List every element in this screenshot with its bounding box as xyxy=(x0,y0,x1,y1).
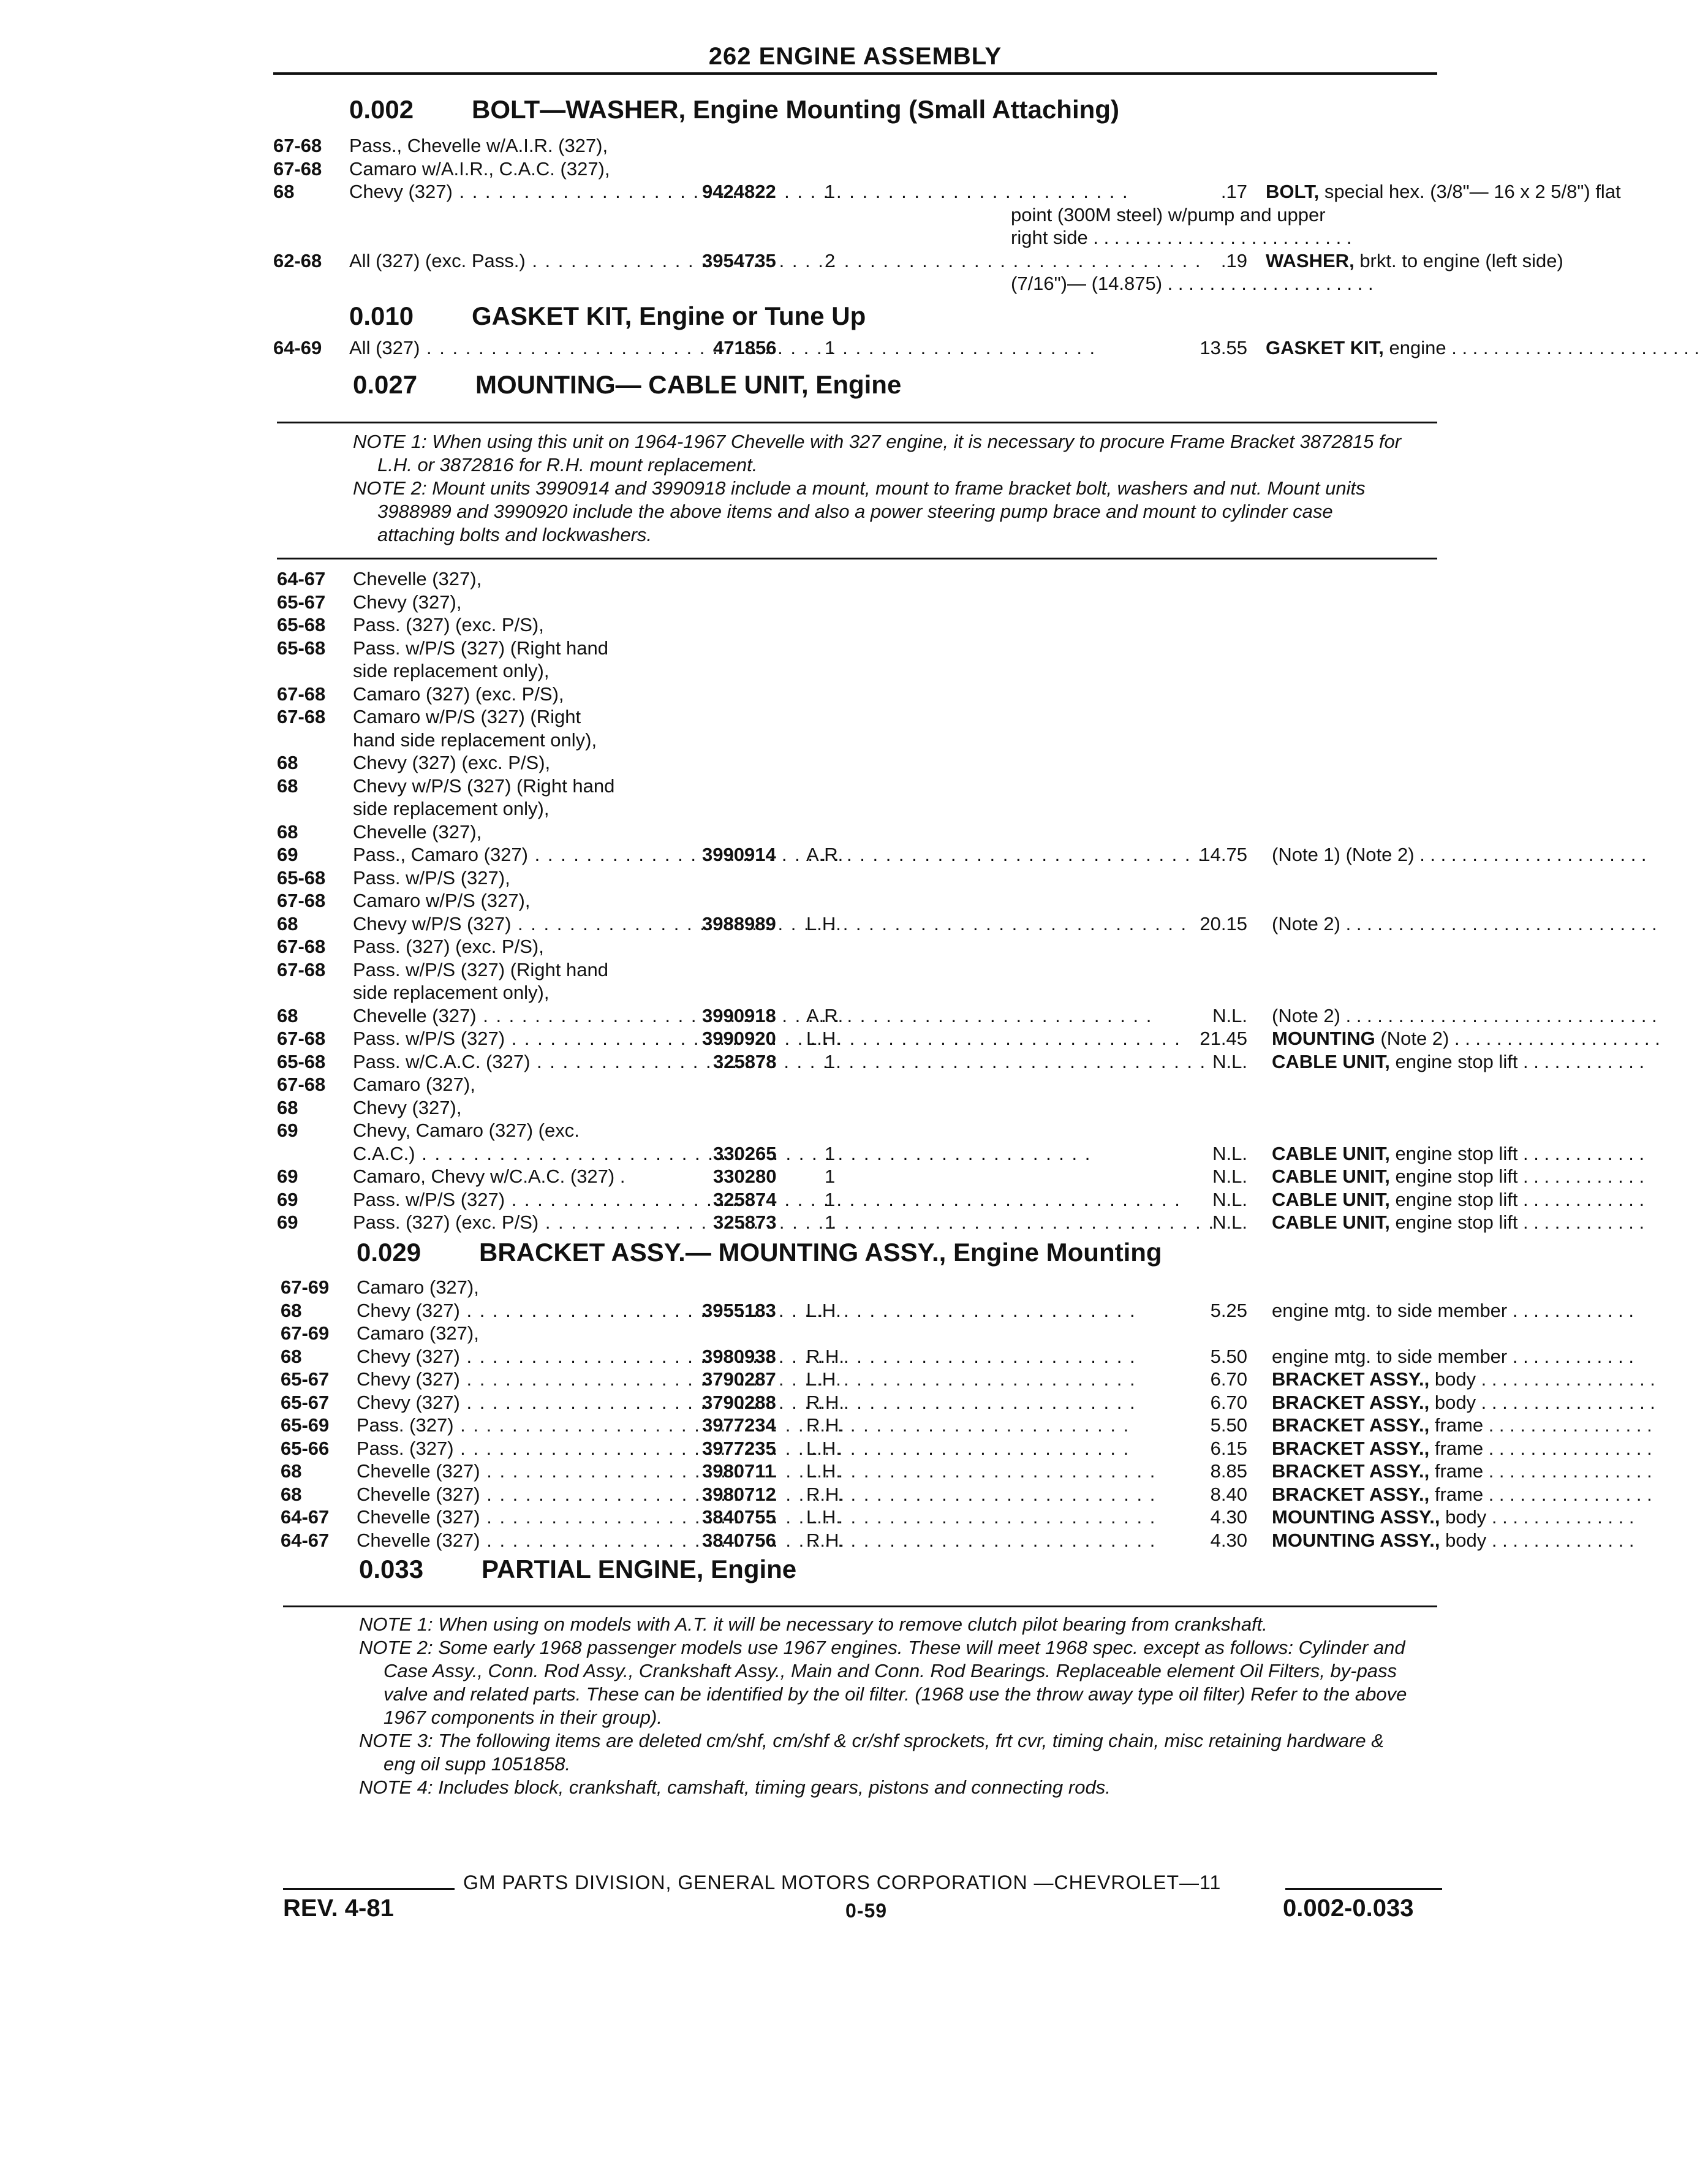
price: N.L. xyxy=(1212,1188,1247,1210)
footer-page: 0-59 xyxy=(845,1900,888,1922)
application-desc: Pass. w/P/S (327) (Right hand xyxy=(353,958,608,980)
part-name-desc: frame . . . . . . . . . . . . . . . . xyxy=(1434,1437,1652,1459)
part-name-bold: BRACKET ASSY., xyxy=(1272,1483,1430,1505)
footer-rule-right xyxy=(1285,1888,1442,1890)
application-desc: Camaro (327), xyxy=(357,1276,479,1298)
price: N.L. xyxy=(1212,1166,1247,1187)
part-row xyxy=(277,1004,1657,1028)
quantity: 1 xyxy=(825,337,836,358)
quantity: L.H. xyxy=(806,1460,841,1482)
part-name-bold: CABLE UNIT, xyxy=(1272,1188,1390,1210)
part-row xyxy=(281,1345,1634,1369)
quantity: R.H. xyxy=(806,1483,844,1505)
part-name-bold: BOLT, xyxy=(1266,181,1320,202)
part-name xyxy=(1272,1392,1708,1414)
model-year: 65-67 xyxy=(281,1391,330,1413)
part-row xyxy=(277,821,1437,844)
application-desc: Pass. w/P/S (327) . . . xyxy=(353,1189,696,1211)
application-desc: Chevelle (327), xyxy=(353,568,482,589)
part-number: 3954735 xyxy=(702,249,776,271)
part-name xyxy=(1272,1028,1708,1050)
application-desc: C.A.C.) . . . xyxy=(353,1143,696,1165)
part-name-desc: engine mtg. to side member . . . . . . . . . . . . xyxy=(1272,1345,1634,1367)
part-name xyxy=(1272,1414,1708,1436)
part-name-bold: CABLE UNIT, xyxy=(1272,1211,1390,1233)
price: N.L. xyxy=(1212,1004,1247,1026)
section-title: BRACKET ASSY.— MOUNTING ASSY., Engine Mounting xyxy=(479,1238,1162,1267)
part-name-desc: engine mtg. to side member . . . . . . . . . . . . xyxy=(1272,1299,1634,1321)
quantity: R.H. xyxy=(806,1414,844,1436)
model-year: 69 xyxy=(277,1211,298,1233)
title-rule xyxy=(273,72,1437,75)
model-year: 65-67 xyxy=(281,1368,330,1390)
part-row xyxy=(277,982,1437,1005)
model-year: 67-68 xyxy=(277,890,326,911)
part-number: 330280 xyxy=(713,1166,777,1187)
price: N.L. xyxy=(1212,1142,1247,1164)
part-name xyxy=(1272,913,1708,935)
part-row xyxy=(277,1188,1645,1212)
part-number: 3840755 xyxy=(702,1506,776,1528)
part-name-bold: CABLE UNIT, xyxy=(1272,1142,1390,1164)
part-name-desc: (Note 2) . . . . . . . . . . . . . . . . . . . . . . . . . . . . . . xyxy=(1272,912,1657,934)
part-name xyxy=(1266,181,1702,203)
part-row xyxy=(281,1414,1652,1438)
application-desc: Camaro w/P/S (327) (Right xyxy=(353,706,581,727)
part-name xyxy=(1266,250,1702,272)
part-name-continuation: point (300M steel) w/pump and upper xyxy=(1011,203,1326,226)
part-row xyxy=(277,637,1437,661)
part-name-desc: body . . . . . . . . . . . . . . xyxy=(1445,1506,1634,1528)
part-row xyxy=(277,568,1437,591)
quantity: 2 xyxy=(825,249,836,271)
section-heading xyxy=(357,1238,1162,1267)
price: 14.75 xyxy=(1200,844,1247,865)
application-desc: hand side replacement only), xyxy=(353,729,597,751)
part-name-bold: CABLE UNIT, xyxy=(1272,1166,1390,1187)
part-name xyxy=(1272,1189,1708,1211)
application-desc: side replacement only), xyxy=(353,798,550,819)
model-year: 68 xyxy=(281,1483,302,1505)
part-name-desc: special hex. (3/8"— 16 x 2 5/8") flat xyxy=(1324,181,1621,202)
part-row xyxy=(277,912,1657,936)
part-name-bold: CABLE UNIT, xyxy=(1272,1050,1390,1072)
part-name xyxy=(1272,1143,1708,1165)
application-desc: Camaro (327), xyxy=(357,1322,479,1344)
part-name-desc: engine stop lift . . . . . . . . . . . . xyxy=(1395,1188,1645,1210)
application-desc: Camaro w/A.I.R., C.A.C. (327), xyxy=(349,157,610,180)
part-row xyxy=(277,798,1437,821)
part-number: 3990920 xyxy=(702,1028,776,1049)
part-name-desc: (Note 1) (Note 2) . . . . . . . . . . . . . . . . . . . . . . xyxy=(1272,844,1647,865)
price: 6.70 xyxy=(1210,1391,1247,1413)
application-desc: Chevelle (327), xyxy=(353,821,482,843)
note: NOTE 2: Some early 1968 passenger models use 1967 engines. These will meet 1968 spec. except as follows: Cylinder and Case Assy., Conn. Rod Assy., Crankshaft Assy., Main and Conn. Rod Bearings. Replaceable element Oil Filters, by-pass valve and related parts. These can be identified by the oil filter. (1968 use the throw away type oil filter) Refer to the above 1967 components in their group). xyxy=(359,1637,1407,1728)
part-row xyxy=(281,1299,1634,1323)
part-name-desc: frame . . . . . . . . . . . . . . . . xyxy=(1434,1414,1652,1436)
application-desc: Chevy (327) . . . xyxy=(349,181,692,203)
application-desc: Chevelle (327) . . . xyxy=(357,1484,700,1506)
part-name xyxy=(1272,1051,1708,1073)
part-row xyxy=(273,249,1563,273)
part-name-desc: frame . . . . . . . . . . . . . . . . xyxy=(1434,1460,1652,1482)
part-name-desc: engine . . . . . . . . . . . . . . . . . . . . . . . . xyxy=(1389,337,1700,358)
part-row xyxy=(281,1437,1652,1461)
price: 4.30 xyxy=(1210,1529,1247,1551)
notes-rule-top xyxy=(283,1605,1437,1607)
part-name-bold: BRACKET ASSY., xyxy=(1272,1414,1430,1436)
model-year: 67-68 xyxy=(277,936,326,957)
model-year: 67-68 xyxy=(277,1074,326,1095)
model-year: 65-67 xyxy=(277,591,326,613)
section-title: GASKET KIT, Engine or Tune Up xyxy=(472,301,866,330)
quantity: R.H. xyxy=(806,1529,844,1551)
part-number: 3790287 xyxy=(702,1368,776,1390)
price: 8.40 xyxy=(1210,1483,1247,1505)
price: 6.70 xyxy=(1210,1368,1247,1390)
model-year: 69 xyxy=(277,1188,298,1210)
part-name-desc: body . . . . . . . . . . . . . . . . . xyxy=(1434,1391,1655,1413)
notes-rule-top xyxy=(277,422,1437,423)
part-row xyxy=(277,1166,1645,1189)
application-desc: Pass. w/P/S (327) . . . xyxy=(353,1028,696,1050)
part-number: 3980712 xyxy=(702,1483,776,1505)
price: 4.30 xyxy=(1210,1506,1247,1528)
part-row xyxy=(281,1322,1437,1346)
part-number: 3990918 xyxy=(702,1004,776,1026)
price: .19 xyxy=(1220,249,1247,271)
part-name-desc: engine stop lift . . . . . . . . . . . . xyxy=(1395,1050,1645,1072)
section-title: BOLT—WASHER, Engine Mounting (Small Attaching) xyxy=(472,95,1119,124)
part-name xyxy=(1272,1438,1708,1460)
part-name-desc: engine stop lift . . . . . . . . . . . . xyxy=(1395,1166,1645,1187)
part-number: 330265 xyxy=(713,1142,777,1164)
part-name-bold: BRACKET ASSY., xyxy=(1272,1368,1430,1390)
quantity: 1 xyxy=(825,1188,836,1210)
application-desc: Pass. w/C.A.C. (327) . . . xyxy=(353,1051,696,1073)
model-year: 64-67 xyxy=(277,568,326,589)
price: 5.50 xyxy=(1210,1345,1247,1367)
part-name-continuation: (7/16")— (14.875) . . . . . . . . . . . . . . . . . . . . xyxy=(1011,273,1374,294)
part-row xyxy=(273,135,1437,158)
part-row xyxy=(277,729,1437,752)
quantity: A.R. xyxy=(806,1004,844,1026)
application-desc: Chevy (327) (exc. P/S), xyxy=(353,752,551,773)
price: 6.15 xyxy=(1210,1437,1247,1459)
application-desc: Pass. (327) (exc. P/S) . . . xyxy=(353,1211,696,1234)
quantity: L.H. xyxy=(806,912,841,934)
section-number: 0.029 xyxy=(357,1238,421,1267)
application-desc: Chevy w/P/S (327) . . . xyxy=(353,913,696,935)
part-row xyxy=(281,1460,1652,1484)
part-name xyxy=(1272,1506,1708,1528)
part-row xyxy=(281,1483,1652,1507)
part-number: 3980711 xyxy=(702,1460,775,1482)
application-desc: Chevelle (327) . . . xyxy=(357,1506,700,1528)
part-row xyxy=(277,890,1437,913)
model-year: 68 xyxy=(277,775,298,797)
section-heading xyxy=(349,95,1119,124)
quantity: L.H. xyxy=(806,1368,841,1390)
note: NOTE 4: Includes block, crankshaft, camshaft, timing gears, pistons and connecting rods. xyxy=(359,1776,1111,1798)
part-number: 3980938 xyxy=(702,1345,776,1367)
application-desc: Chevy (327) . . . xyxy=(357,1392,700,1414)
application-desc: Camaro (327) (exc. P/S), xyxy=(353,683,564,705)
quantity: 1 xyxy=(825,1166,836,1187)
model-year: 69 xyxy=(277,844,298,865)
part-row xyxy=(277,752,1437,775)
price: N.L. xyxy=(1212,1211,1247,1233)
application-desc: Camaro, Chevy w/C.A.C. (327) . xyxy=(353,1166,625,1187)
part-name xyxy=(1272,844,1708,866)
model-year: 64-67 xyxy=(281,1506,330,1528)
part-name xyxy=(1272,1211,1708,1234)
part-row xyxy=(277,706,1437,729)
section-number: 0.010 xyxy=(349,301,414,330)
model-year: 67-68 xyxy=(277,1028,326,1049)
part-number: 325873 xyxy=(713,1211,777,1233)
part-name-bold: WASHER, xyxy=(1266,249,1355,271)
part-name xyxy=(1272,1530,1708,1552)
part-row xyxy=(277,959,1437,982)
part-row xyxy=(277,775,1437,798)
price: 8.85 xyxy=(1210,1460,1247,1482)
part-row xyxy=(277,936,1437,959)
notes-rule-bottom xyxy=(277,558,1437,559)
quantity: 1 xyxy=(825,1142,836,1164)
part-name-bold: BRACKET ASSY., xyxy=(1272,1437,1430,1459)
footer-center: GM PARTS DIVISION, GENERAL MOTORS CORPORATION —CHEVROLET—11 xyxy=(463,1871,1222,1894)
application-desc: Camaro w/P/S (327), xyxy=(353,890,531,911)
part-number: 3790288 xyxy=(702,1391,776,1413)
application-desc: Chevelle (327) . . . xyxy=(357,1460,700,1482)
price: 5.25 xyxy=(1210,1299,1247,1321)
model-year: 67-68 xyxy=(273,135,322,156)
part-row xyxy=(277,844,1647,867)
application-desc: Chevelle (327) . . . xyxy=(357,1530,700,1552)
part-name-bold: MOUNTING ASSY., xyxy=(1272,1529,1440,1551)
part-row xyxy=(281,1391,1655,1415)
footer-range: 0.002-0.033 xyxy=(1283,1895,1414,1922)
model-year: 68 xyxy=(281,1345,302,1367)
part-number: 3990914 xyxy=(702,844,776,865)
price: 20.15 xyxy=(1200,912,1247,934)
model-year: 64-67 xyxy=(281,1529,330,1551)
model-year: 62-68 xyxy=(273,249,322,271)
quantity: L.H. xyxy=(806,1299,841,1321)
application-desc: Chevy (327) . . . xyxy=(357,1368,700,1390)
model-year: 69 xyxy=(277,1166,298,1187)
quantity: 1 xyxy=(825,1211,836,1233)
part-name xyxy=(1272,1005,1708,1027)
part-row xyxy=(277,660,1437,683)
footer-rule-left xyxy=(283,1888,455,1890)
price: 13.55 xyxy=(1200,337,1247,358)
part-row xyxy=(277,867,1437,890)
model-year: 68 xyxy=(277,752,298,773)
part-row xyxy=(277,1028,1660,1051)
application-desc: Pass. (327) . . . xyxy=(357,1414,700,1436)
application-desc: Pass. w/P/S (327) (Right hand xyxy=(353,637,608,659)
section-number: 0.033 xyxy=(359,1555,424,1583)
part-row xyxy=(277,1097,1437,1120)
part-name xyxy=(1272,1484,1708,1506)
model-year: 68 xyxy=(277,912,298,934)
model-year: 68 xyxy=(273,181,295,202)
part-row xyxy=(277,683,1437,707)
application-desc: Chevelle (327) . . . xyxy=(353,1005,696,1027)
model-year: 65-68 xyxy=(277,1050,326,1072)
part-name xyxy=(1272,1368,1708,1390)
part-row xyxy=(273,158,1437,181)
part-row xyxy=(277,1211,1645,1235)
application-desc: Pass., Camaro (327) . . . xyxy=(353,844,696,866)
part-number: 325874 xyxy=(713,1188,777,1210)
model-year: 68 xyxy=(281,1460,302,1482)
model-year: 68 xyxy=(277,1096,298,1118)
part-number: 3977235 xyxy=(702,1437,776,1459)
application-desc: Chevy (327), xyxy=(353,591,462,613)
model-year: 65-68 xyxy=(277,637,326,659)
quantity: R.H. xyxy=(806,1391,844,1413)
application-desc: All (327) . . . xyxy=(349,337,692,359)
model-year: 68 xyxy=(281,1299,302,1321)
part-name-bold: MOUNTING xyxy=(1272,1028,1375,1049)
application-desc: Chevy (327) . . . xyxy=(357,1346,700,1368)
part-name-desc: (Note 2) . . . . . . . . . . . . . . . . . . . . xyxy=(1380,1028,1660,1049)
application-desc: Chevy w/P/S (327) (Right hand xyxy=(353,775,615,797)
quantity: R.H. xyxy=(806,1345,844,1367)
part-name-continuation: right side . . . . . . . . . . . . . . . . . . . . . . . . . xyxy=(1011,227,1352,248)
part-name-bold: GASKET KIT, xyxy=(1266,337,1384,358)
notes-block xyxy=(353,430,1415,547)
model-year: 65-68 xyxy=(277,866,326,889)
price: 5.50 xyxy=(1210,1414,1247,1436)
model-year: 67-69 xyxy=(281,1276,330,1298)
application-desc: Chevy, Camaro (327) (exc. xyxy=(353,1120,580,1141)
note: NOTE 1: When using on models with A.T. it will be necessary to remove clutch pilot bearing from crankshaft. xyxy=(359,1613,1268,1635)
part-row xyxy=(281,1529,1634,1553)
application-desc: Chevy (327), xyxy=(353,1096,462,1118)
application-desc: Pass. (327) (exc. P/S), xyxy=(353,614,544,635)
application-desc: Pass., Chevelle w/A.I.R. (327), xyxy=(349,135,608,156)
part-number: 3955183 xyxy=(702,1299,776,1321)
part-row xyxy=(277,591,1437,615)
part-row xyxy=(277,1142,1645,1166)
footer-rev: REV. 4-81 xyxy=(283,1895,394,1922)
model-year: 67-68 xyxy=(277,683,326,705)
part-name-desc: engine stop lift . . . . . . . . . . . . xyxy=(1395,1211,1645,1233)
application-desc: All (327) (exc. Pass.) . . . xyxy=(349,250,692,272)
price: 21.45 xyxy=(1200,1028,1247,1049)
price: N.L. xyxy=(1212,1050,1247,1072)
part-name-bold: BRACKET ASSY., xyxy=(1272,1460,1430,1482)
model-year: 65-66 xyxy=(281,1437,330,1459)
quantity: A.R. xyxy=(806,844,844,865)
model-year: 64-69 xyxy=(273,337,322,358)
model-year: 67-68 xyxy=(277,958,326,980)
model-year: 69 xyxy=(277,1120,298,1141)
part-name-bold: MOUNTING ASSY., xyxy=(1272,1506,1440,1528)
model-year: 67-69 xyxy=(281,1322,330,1344)
application-desc: side replacement only), xyxy=(353,660,550,681)
quantity: L.H. xyxy=(806,1506,841,1528)
note: NOTE 3: The following items are deleted cm/shf, cm/shf & cr/shf sprockets, frt cvr, timing chain, misc retaining hardware & eng oil supp 1051858. xyxy=(359,1730,1384,1775)
application-desc: Pass. w/P/S (327), xyxy=(353,866,510,889)
quantity: L.H. xyxy=(806,1028,841,1049)
quantity: 1 xyxy=(825,1050,836,1072)
part-number: 471856 xyxy=(713,337,777,358)
part-name-desc: frame . . . . . . . . . . . . . . . . xyxy=(1434,1483,1652,1505)
part-name-bold: BRACKET ASSY., xyxy=(1272,1391,1430,1413)
application-desc: Camaro (327), xyxy=(353,1074,475,1095)
part-row xyxy=(277,1074,1437,1097)
section-heading xyxy=(349,301,866,331)
section-title: MOUNTING— CABLE UNIT, Engine xyxy=(475,370,902,399)
section-number: 0.027 xyxy=(353,370,418,399)
application-desc: Pass. (327) (exc. P/S), xyxy=(353,936,544,957)
application-desc: Chevy (327) . . . xyxy=(357,1300,700,1322)
part-number: 9424822 xyxy=(702,181,776,202)
part-number: 325878 xyxy=(713,1050,777,1072)
section-heading xyxy=(359,1555,796,1584)
quantity: L.H. xyxy=(806,1437,841,1459)
part-name-desc: brkt. to engine (left side) xyxy=(1359,249,1563,271)
part-name xyxy=(1272,1346,1708,1368)
model-year: 68 xyxy=(277,1004,298,1026)
note: NOTE 2: Mount units 3990914 and 3990918 include a mount, mount to frame bracket bolt, washers and nut. Mount units 3988989 and 3990920 include the above items and also a power steering pump brace and mount to cylinder case attaching bolts and lockwashers. xyxy=(353,477,1366,545)
application-desc: Pass. (327) . . . xyxy=(357,1438,700,1460)
part-number: 3977234 xyxy=(702,1414,776,1436)
model-year: 65-69 xyxy=(281,1414,330,1436)
part-row xyxy=(273,337,1700,360)
model-year: 68 xyxy=(277,821,298,843)
part-name xyxy=(1272,1300,1708,1322)
part-name-desc: (Note 2) . . . . . . . . . . . . . . . . . . . . . . . . . . . . . . xyxy=(1272,1004,1657,1026)
part-number: 3840756 xyxy=(702,1529,776,1551)
part-row xyxy=(277,614,1437,637)
model-year: 67-68 xyxy=(273,157,322,180)
model-year: 67-68 xyxy=(277,706,326,727)
part-name-desc: body . . . . . . . . . . . . . . . . . xyxy=(1434,1368,1655,1390)
section-number: 0.002 xyxy=(349,95,414,124)
quantity: 1 xyxy=(825,181,836,202)
part-name xyxy=(1266,337,1702,359)
price: .17 xyxy=(1220,181,1247,202)
part-name xyxy=(1272,1460,1708,1482)
part-number: 3988989 xyxy=(702,912,776,934)
notes-block xyxy=(359,1613,1415,1799)
application-desc: side replacement only), xyxy=(353,982,550,1003)
part-name-desc: engine stop lift . . . . . . . . . . . . xyxy=(1395,1142,1645,1164)
section-heading xyxy=(353,370,901,400)
model-year: 65-68 xyxy=(277,614,326,635)
part-name xyxy=(1272,1166,1708,1188)
section-title: PARTIAL ENGINE, Engine xyxy=(482,1555,797,1583)
part-row xyxy=(273,181,1621,204)
part-row xyxy=(277,1120,1437,1143)
part-name-desc: body . . . . . . . . . . . . . . xyxy=(1445,1529,1634,1551)
part-row xyxy=(281,1368,1655,1392)
page-title: 262 ENGINE ASSEMBLY xyxy=(708,43,1002,70)
part-row xyxy=(281,1506,1634,1530)
note: NOTE 1: When using this unit on 1964-1967 Chevelle with 327 engine, it is necessary to procure Frame Bracket 3872815 for L.H. or 3872816 for R.H. mount replacement. xyxy=(353,431,1402,476)
part-row xyxy=(281,1276,1437,1300)
part-row xyxy=(277,1050,1645,1074)
